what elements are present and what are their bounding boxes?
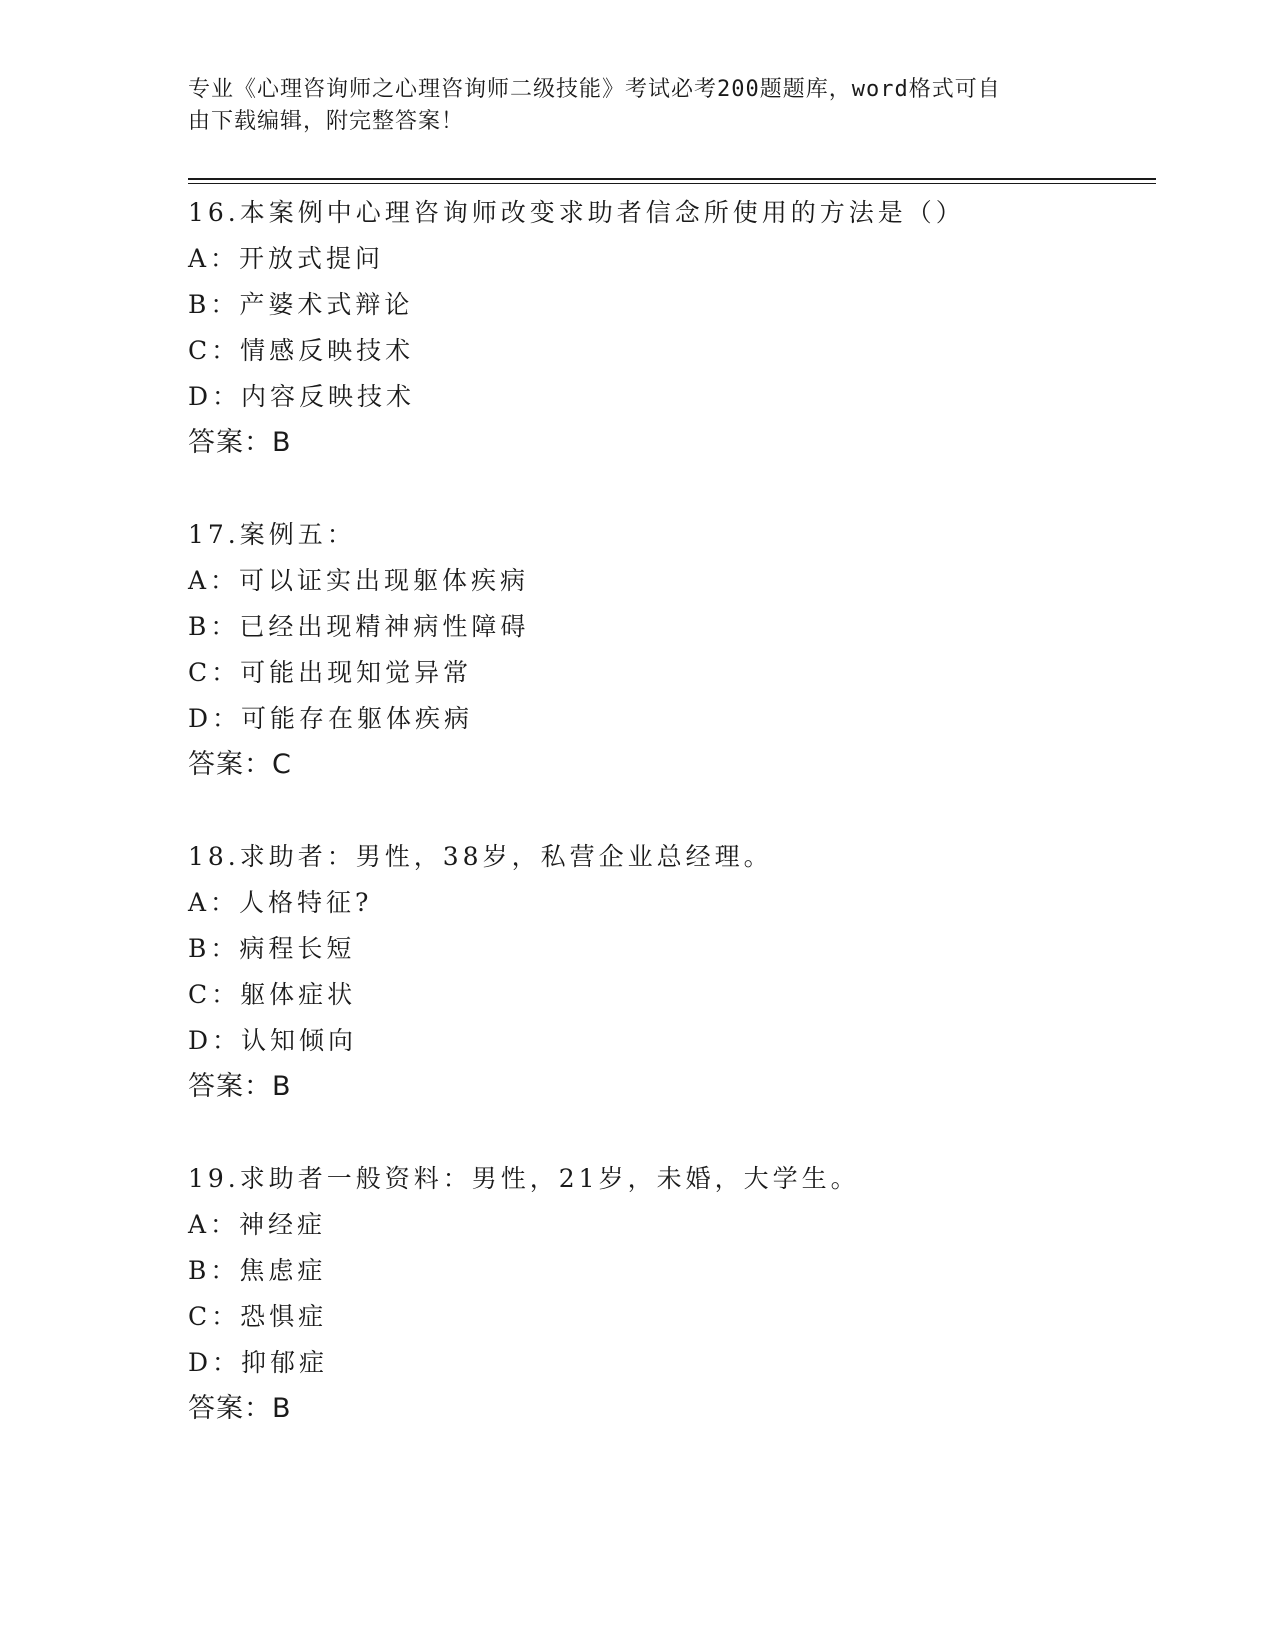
question-19 bbox=[188, 1156, 1156, 1432]
question-stem: 16.本案例中心理咨询师改变求助者信念所使用的方法是（） bbox=[188, 198, 965, 227]
option-d: D：内容反映技术 bbox=[188, 382, 416, 411]
question-list bbox=[188, 190, 1156, 1432]
header-divider-thick bbox=[188, 178, 1156, 180]
question-17 bbox=[188, 512, 1156, 788]
option-b: B：产婆术式辩论 bbox=[188, 290, 414, 319]
option-b: B：病程长短 bbox=[188, 934, 356, 963]
question-stem: 18.求助者：男性，38岁，私营企业总经理。 bbox=[188, 842, 773, 871]
option-b: B：已经出现精神病性障碍 bbox=[188, 612, 530, 641]
answer-line: 答案：C bbox=[188, 749, 292, 780]
question-stem: 17.案例五： bbox=[188, 520, 356, 549]
option-c: C：情感反映技术 bbox=[188, 336, 415, 365]
option-d: D：抑郁症 bbox=[188, 1348, 329, 1377]
header-divider-thin bbox=[188, 183, 1156, 184]
answer-line: 答案：B bbox=[188, 427, 292, 458]
document-header bbox=[188, 74, 1078, 138]
option-d: D：认知倾向 bbox=[188, 1026, 358, 1055]
option-c: C：可能出现知觉异常 bbox=[188, 658, 473, 687]
option-a: A：人格特征? bbox=[188, 888, 373, 917]
option-c: C：躯体症状 bbox=[188, 980, 357, 1009]
question-16 bbox=[188, 190, 1156, 466]
option-a: A：神经症 bbox=[188, 1210, 327, 1239]
question-18 bbox=[188, 834, 1156, 1110]
option-a: A：可以证实出现躯体疾病 bbox=[188, 566, 530, 595]
header-line-2: 由下载编辑，附完整答案！ bbox=[188, 109, 465, 134]
option-c: C：恐惧症 bbox=[188, 1302, 328, 1331]
header-line-1: 专业《心理咨询师之心理咨询师二级技能》考试必考200题题库，word格式可自 bbox=[188, 77, 1001, 102]
option-a: A：开放式提问 bbox=[188, 244, 385, 273]
option-d: D：可能存在躯体疾病 bbox=[188, 704, 474, 733]
answer-line: 答案：B bbox=[188, 1393, 292, 1424]
option-b: B：焦虑症 bbox=[188, 1256, 327, 1285]
answer-line: 答案：B bbox=[188, 1071, 292, 1102]
question-stem: 19.求助者一般资料：男性，21岁，未婚，大学生。 bbox=[188, 1164, 860, 1193]
